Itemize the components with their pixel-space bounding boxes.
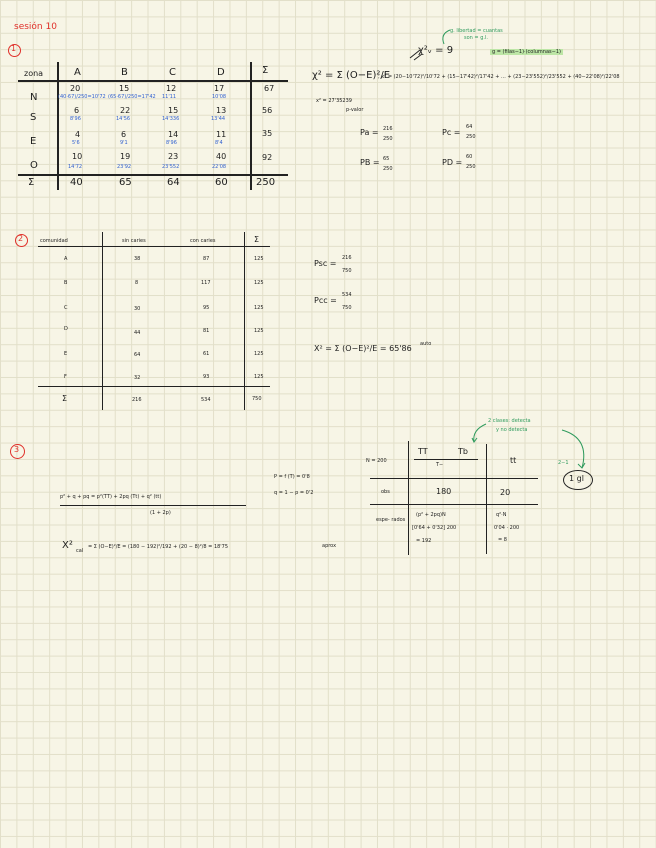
col-tb: Tb — [458, 447, 468, 456]
table2-cell: 95 — [203, 305, 210, 311]
table1-total: 64 — [167, 177, 180, 188]
table2-cell: 125 — [254, 374, 264, 380]
row-expected: espe- rados — [376, 517, 406, 523]
table1-row-label: O — [30, 160, 38, 171]
table1-total: 65 — [119, 177, 132, 188]
table2-cell: 125 — [254, 351, 264, 357]
table1-expected: 10'08 — [212, 94, 227, 100]
table2-header: comunidad — [40, 238, 68, 244]
chi-2-sup: auto — [420, 341, 432, 347]
table2-cell: 44 — [134, 330, 141, 336]
obs-t: 180 — [436, 487, 452, 496]
prop-pa-key: Pa = — [360, 128, 379, 137]
formula-top: p² + q + pq = p²(TT) + 2pq (Tt) + q² (tt) — [60, 494, 162, 500]
table2-header-rule — [38, 246, 270, 247]
table1-totals-label: Σ — [28, 177, 35, 188]
table1-row-label: E — [30, 136, 37, 147]
chi-3-sub: cal — [76, 548, 84, 554]
table2-cell: F — [64, 374, 67, 380]
table1-header-d: D — [217, 67, 225, 78]
table2-cell: 32 — [134, 375, 141, 381]
chi-value-1: x² = 27'35239 — [316, 98, 352, 104]
table1-cell: 6 — [121, 130, 127, 139]
pcc-key: Pcc = — [314, 296, 337, 305]
section-2-number: 2 — [18, 234, 24, 243]
exp-tt-3: = 8 — [498, 537, 507, 543]
psc-key: Psc = — [314, 259, 337, 268]
table2-cell: E — [64, 351, 68, 357]
table2-total: 534 — [201, 397, 211, 403]
table1-cell: 11 — [216, 130, 227, 139]
table2-cell: 8 — [135, 280, 139, 286]
df-note-top: g. libertad = cuantas — [450, 28, 503, 34]
pcc-num: 534 — [342, 292, 352, 298]
table2-vrule-right — [244, 232, 245, 410]
table1-row-sum: 35 — [262, 129, 273, 138]
green-arrows — [450, 418, 600, 478]
chi-df: χ²ᵥ = 9 — [418, 45, 454, 56]
obs-tt: 20 — [500, 488, 511, 497]
table2-total-label: Σ — [62, 394, 68, 403]
chi-3-label: X² — [62, 540, 73, 551]
table2-totals-rule — [38, 386, 270, 387]
table1-header-zona: zona — [24, 69, 44, 78]
table2-cell: B — [64, 280, 68, 286]
table2-cell: 125 — [254, 256, 264, 262]
table2-grand-total: 750 — [252, 396, 262, 402]
table3-vrule-left — [408, 441, 409, 555]
prop-pb-key: PB = — [360, 158, 380, 167]
table2-header: Σ — [254, 235, 260, 244]
table2-header: sin caries — [122, 238, 146, 244]
table2-header: con caries — [190, 238, 216, 244]
exp-t-3: = 192 — [416, 538, 432, 544]
df-arrow — [400, 28, 460, 68]
table1-expected: 11'11 — [162, 94, 177, 100]
table1-expected: (65·67)/250=17'42 — [108, 94, 156, 100]
page-title: sesión 10 — [14, 22, 57, 32]
n-label: N = 200 — [366, 458, 387, 464]
table2-cell: 125 — [254, 328, 264, 334]
q-line: q = 1 − p = 0'2 — [274, 490, 314, 496]
prop-pd-num: 60 — [466, 154, 473, 160]
table2-cell: 30 — [134, 306, 141, 312]
col-t: T− — [436, 462, 444, 468]
exp-tt-1: q²·N — [496, 512, 507, 518]
formula-bottom: (1 + 2p) — [150, 510, 171, 516]
chi-3-tail: aprox — [322, 543, 337, 549]
table1-cell: 20 — [70, 84, 81, 93]
table1-vrule-right — [250, 62, 252, 190]
psc-num: 216 — [342, 255, 352, 261]
table1-expected: 8'96 — [166, 140, 177, 146]
table1-expected: 14'336 — [162, 116, 180, 122]
col-tt-lower: tt — [510, 456, 517, 465]
table2-cell: 87 — [203, 256, 210, 262]
exp-tt-2: 0'04 · 200 — [494, 525, 520, 531]
table1-expected: 5'6 — [72, 140, 80, 146]
table1-expected: 23'552 — [162, 164, 180, 170]
table1-expected: 8'96 — [70, 116, 81, 122]
prop-pc-den: 250 — [466, 134, 476, 140]
note-classes: 2 clases: detecta — [488, 418, 531, 424]
table1-cell: 10 — [72, 152, 83, 161]
prop-pb-num: 65 — [383, 156, 390, 162]
table1-expected: 9'1 — [120, 140, 128, 146]
table1-row-label: N — [30, 92, 38, 103]
table1-cell: 13 — [216, 106, 227, 115]
p-value-note: p-valor — [346, 107, 364, 113]
df-formula: g = (filas−1)·(columnas−1) — [492, 49, 561, 55]
table1-header-sigma: Σ — [262, 65, 269, 76]
table1-cell: 15 — [119, 84, 130, 93]
col-tt-upper: TT — [418, 447, 428, 456]
table1-cell: 12 — [166, 84, 177, 93]
table2-vrule-left — [102, 232, 103, 410]
prop-pd-den: 250 — [466, 164, 476, 170]
table2-cell: 125 — [254, 280, 264, 286]
gl-note: 2−1 — [558, 460, 569, 466]
exp-t-1: (p² + 2pq)N — [416, 512, 446, 518]
prop-pb-den: 250 — [383, 166, 393, 172]
table1-row-label: S — [30, 112, 37, 123]
table1-header-rule — [18, 80, 288, 82]
chi-formula-1: χ² = Σ (O−E)²/E — [312, 70, 391, 81]
table1-cell: 19 — [120, 152, 131, 161]
pcc-den: 750 — [342, 305, 352, 311]
gl-circle-text: 1 gl — [569, 474, 584, 483]
table2-cell: 81 — [203, 328, 210, 334]
table2-cell: C — [64, 305, 68, 311]
table1-expected: 13'44 — [211, 116, 226, 122]
table1-cell: 15 — [168, 106, 179, 115]
table2-cell: D — [64, 326, 68, 332]
df-note-bottom: son = g.l. — [464, 35, 488, 41]
table1-header-a: A — [74, 67, 81, 78]
exp-t-2: [0'64 + 0'32] 200 — [412, 525, 457, 531]
table1-cell: 23 — [168, 152, 179, 161]
table1-cell: 40 — [216, 152, 227, 161]
table2-cell: A — [64, 256, 68, 262]
table1-cell: 17 — [214, 84, 225, 93]
table2-cell: 93 — [203, 374, 210, 380]
prop-pa-num: 216 — [383, 126, 393, 132]
table2-cell: 64 — [134, 352, 141, 358]
table3-header-rule — [370, 478, 538, 479]
prop-pc-num: 64 — [466, 124, 473, 130]
chi-2: X² = Σ (O−E)²/E = 65'86 — [314, 344, 412, 353]
row-obs: obs — [381, 489, 390, 495]
chi-expanded-1: ; x² = (20−10'72)²/10'72 + (15−17'42)²/17'42 + ... + (23−23'552)²/23'552 + (40−22'08)²/22'08 — [378, 74, 620, 80]
table1-expected: (40·67)/250=10'72 — [58, 94, 106, 100]
table1-totals-rule — [18, 174, 288, 176]
table1-row-sum: 92 — [262, 153, 273, 162]
table1-vrule-left — [57, 62, 59, 190]
prop-pc-key: Pc = — [442, 128, 461, 137]
table1-header-c: C — [169, 67, 176, 78]
table2-cell: 117 — [201, 280, 211, 286]
table1-row-sum: 67 — [264, 84, 275, 93]
table1-cell: 22 — [120, 106, 131, 115]
table1-total: 40 — [70, 177, 83, 188]
table1-expected: 22'08 — [212, 164, 227, 170]
formula-rule — [60, 505, 246, 506]
table1-cell: 14 — [168, 130, 179, 139]
table1-expected: 14'56 — [116, 116, 131, 122]
table1-expected: 14'72 — [68, 164, 83, 170]
prop-pa-den: 250 — [383, 136, 393, 142]
table2-total: 216 — [132, 397, 142, 403]
table1-grand-total: 250 — [256, 177, 276, 188]
table1-cell: 4 — [75, 130, 81, 139]
prop-pd-key: PD = — [442, 158, 463, 167]
table1-cell: 6 — [74, 106, 80, 115]
table2-cell: 38 — [134, 256, 141, 262]
table3-obs-rule — [370, 504, 538, 505]
table1-header-b: B — [121, 67, 128, 78]
table1-expected: 23'92 — [117, 164, 132, 170]
table1-row-sum: 56 — [262, 106, 273, 115]
psc-den: 750 — [342, 268, 352, 274]
table1-total: 60 — [215, 177, 228, 188]
table1-expected: 8'4 — [215, 140, 223, 146]
chi-3-equation: = Σ (O−E)²/E = (180 − 192)²/192 + (20 − 8)²/8 = 18'75 — [88, 544, 229, 550]
p-line: P = f (T) = 0'8 — [274, 474, 310, 480]
note-classes-2: y no detecta — [496, 427, 528, 433]
table2-cell: 125 — [254, 305, 264, 311]
section-3-number: 3 — [14, 445, 20, 454]
section-1-number: 1 — [11, 44, 17, 53]
table2-cell: 61 — [203, 351, 210, 357]
